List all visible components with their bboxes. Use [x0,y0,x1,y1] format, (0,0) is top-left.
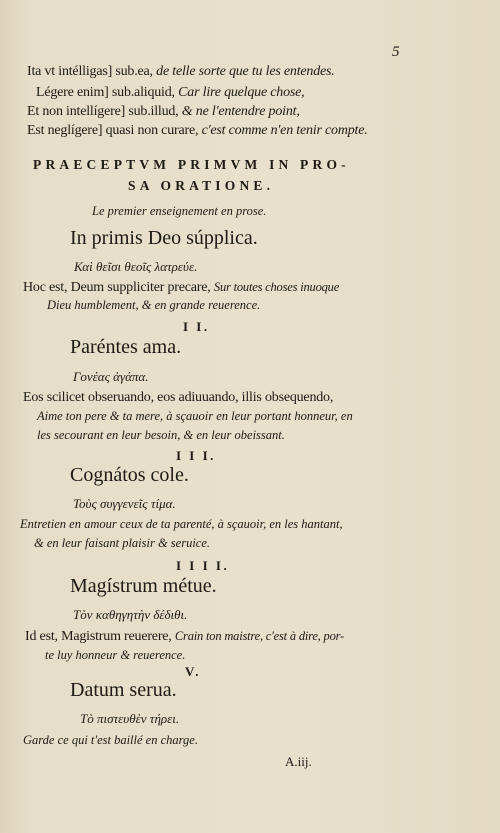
latin-text: Id est, Magistrum reuerere, [25,629,172,644]
maxim-2: Paréntes ama. [70,336,182,358]
greek-1: Καὶ θεῖσι θεοῖς λατρεύε. [74,259,198,274]
signature-mark: A.iij. [285,754,312,769]
precept-2-line-1: Eos scilicet obseruando, eos adiuuando, illis obsequendo, [23,390,334,405]
precept-1-line-1 [23,280,339,296]
intro-line-2 [36,85,304,101]
heading-french: Le premier enseignement en prose. [92,204,267,218]
number-2: I I. [183,319,210,334]
page-number: 5 [392,44,400,60]
intro-latin: Ita vt intélligas] sub.ea, [27,64,153,79]
precept-3-line-1: Entretien en amour ceux de ta parenté, à sçauoir, en les hantant, [20,517,343,531]
intro-line-1 [27,64,335,80]
intro-line-3 [27,104,300,120]
number-3: I I I. [176,448,216,463]
precept-2-line-2: Aime ton pere & ta mere, à sçauoir en leur portant honneur, en [37,409,353,423]
latin-text: Hoc est, Deum suppliciter precare, [23,280,211,295]
precept-5-line-1: Garde ce qui t'est baillé en charge. [23,733,198,747]
french-text: Sur toutes choses inuoque [213,280,340,294]
intro-french: Car lire quelque chose, [178,85,305,100]
intro-french: & ne l'entendre point, [181,104,300,119]
intro-line-4 [27,123,368,139]
greek-5: Τὸ πιστευθὲν τήρει. [80,711,180,726]
intro-latin: Et non intellígere] sub.illud, [27,104,179,119]
greek-2: Γονέας ἀγάπα. [73,369,149,384]
intro-latin: Légere enim] sub.aliquid, [36,85,175,100]
maxim-4: Magístrum métue. [70,575,217,597]
precept-4-line-2: te luy honneur & reuerence. [45,648,186,662]
maxim-3: Cognátos cole. [70,464,189,486]
french-text: Crain ton maistre, c'est à dire, por- [174,629,345,643]
intro-french: de telle sorte que tu les entendes. [156,64,335,79]
number-5: V. [185,664,201,679]
heading-line-2: SA ORATIONE. [128,178,275,193]
maxim-5: Datum serua. [70,679,177,701]
precept-4-line-1 [25,629,344,645]
heading-line-1: PRAECEPTVM PRIMVM IN PRO- [33,157,350,172]
precept-1-line-2: Dieu humblement, & en grande reuerence. [47,298,261,312]
greek-4: Τὸν καθηγητὴν δέδιθι. [73,607,188,622]
greek-3: Τοὺς συγγενεῖς τίμα. [73,496,176,511]
precept-2-line-3: les secourant en leur besoin, & en leur obeissant. [37,428,285,442]
intro-latin: Est neglígere] quasi non curare, [27,123,199,138]
precept-3-line-2: & en leur faisant plaisir & seruice. [34,536,211,550]
number-4: I I I I. [176,558,230,573]
intro-french: c'est comme n'en tenir compte. [201,123,368,138]
maxim-1: In primis Deo súpplica. [70,227,258,249]
